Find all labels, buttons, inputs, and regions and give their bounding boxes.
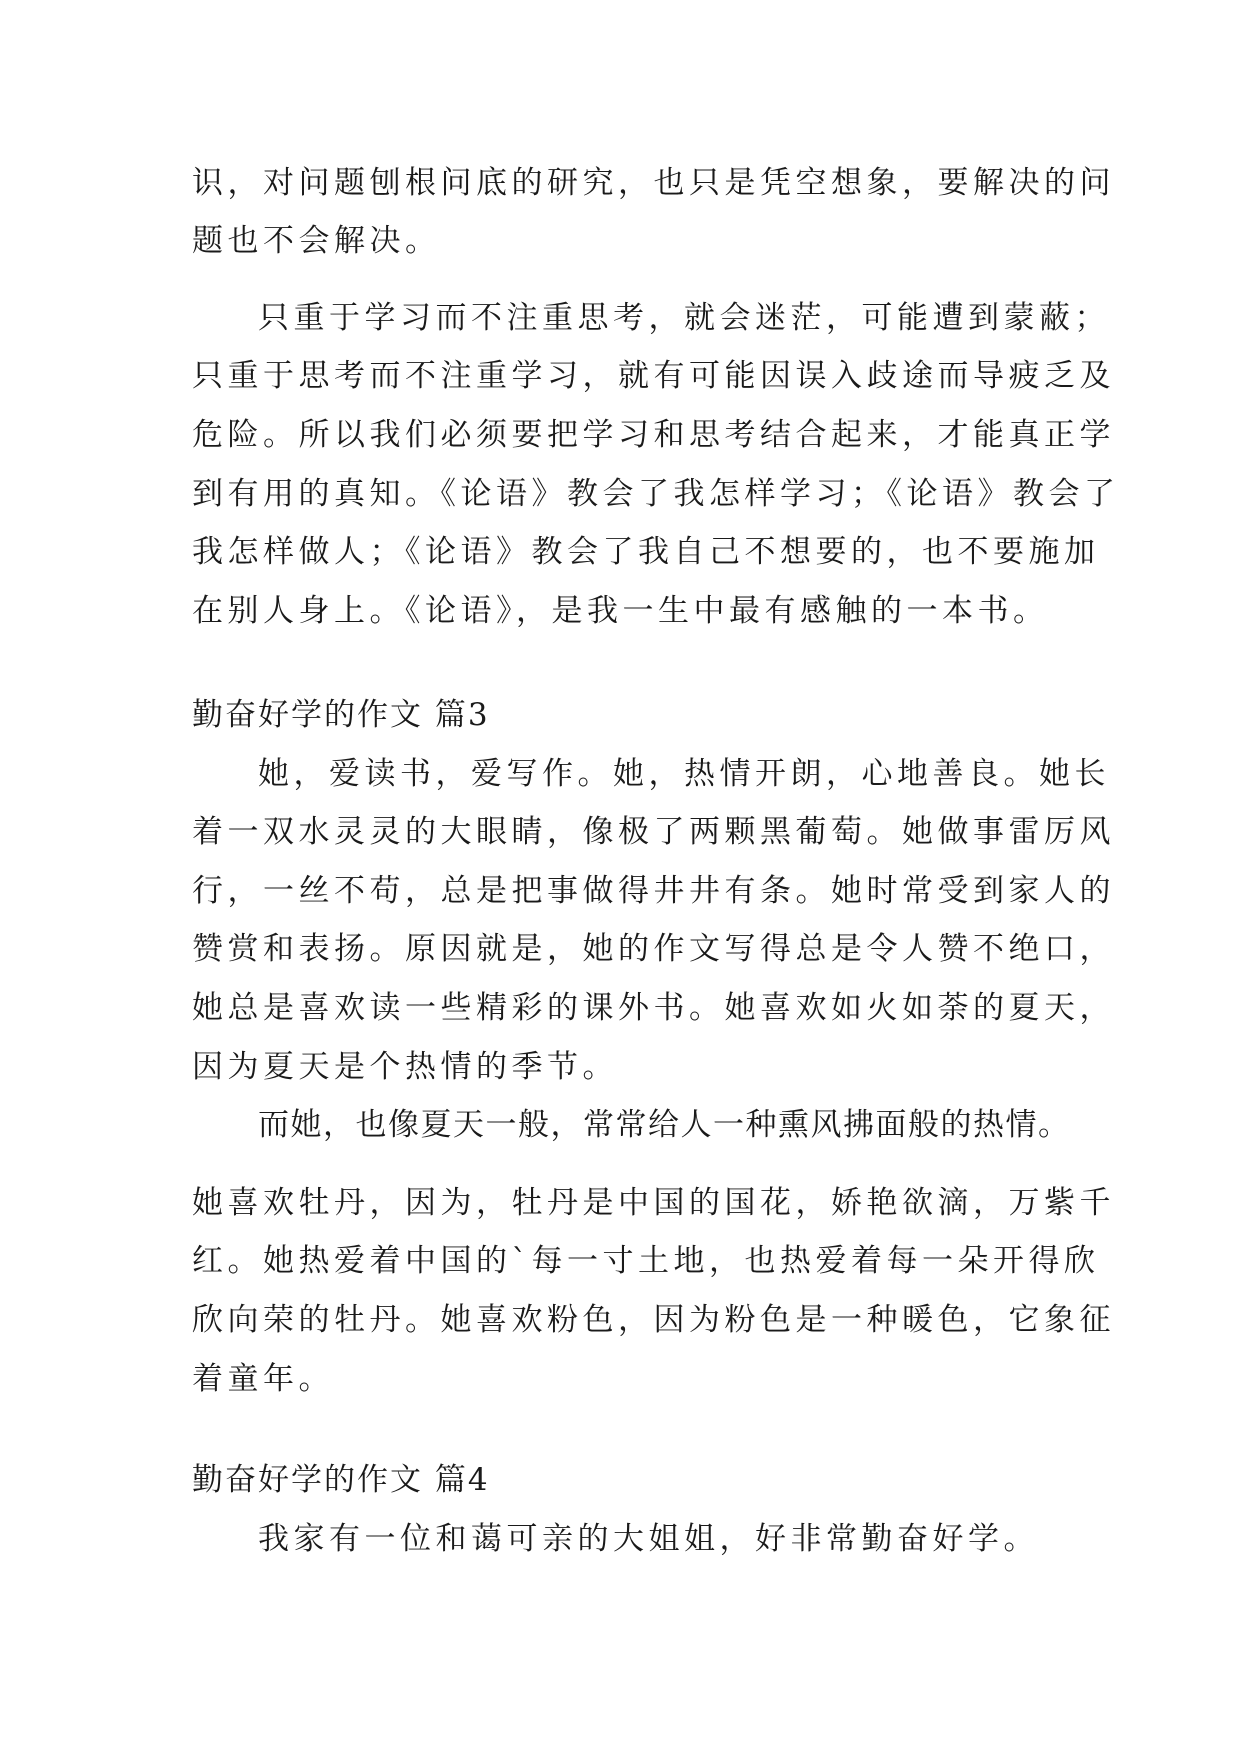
text-line: 欣向荣的牡丹。她喜欢粉色，因为粉色是一种暖色，它象征 <box>192 1302 1115 1338</box>
text-line: 着童年。 <box>192 1361 334 1397</box>
text-line: 识，对问题刨根问底的研究，也只是凭空想象，要解决的问 <box>192 165 1115 201</box>
paragraph-start-line: 而她，也像夏天一般，常常给人一种熏风拂面般的热情。 <box>258 1107 1071 1143</box>
paragraph-start-line: 只重于学习而不注重思考，就会迷茫，可能遭到蒙蔽； <box>258 300 1110 336</box>
section-heading: 勤奋好学的作文 篇3 <box>192 697 490 733</box>
text-line: 在别人身上。《论语》，是我一生中最有感触的一本书。 <box>192 593 1049 629</box>
paragraph-start-line: 我家有一位和蔼可亲的大姐姐，好非常勤奋好学。 <box>258 1521 1039 1557</box>
text-line: 红。她热爱着中国的`每一寸土地，也热爱着每一朵开得欣 <box>192 1243 1100 1279</box>
section-heading: 勤奋好学的作文 篇4 <box>192 1462 490 1498</box>
text-line: 只重于思考而不注重学习，就有可能因误入歧途而导疲乏及 <box>192 358 1115 394</box>
text-line: 危险。所以我们必须要把学习和思考结合起来，才能真正学 <box>192 417 1115 453</box>
text-line: 我怎样做人；《论语》教会了我自己不想要的，也不要施加 <box>192 534 1100 570</box>
text-line: 着一双水灵灵的大眼睛，像极了两颗黑葡萄。她做事雷厉风 <box>192 814 1115 850</box>
paragraph-start-line: 她，爱读书，爱写作。她，热情开朗，心地善良。她长 <box>258 756 1110 792</box>
text-line: 赞赏和表扬。原因就是，她的作文写得总是令人赞不绝口， <box>192 931 1115 967</box>
text-line: 她总是喜欢读一些精彩的课外书。她喜欢如火如荼的夏天， <box>192 990 1115 1026</box>
text-line: 她喜欢牡丹，因为，牡丹是中国的国花，娇艳欲滴，万紫千 <box>192 1185 1115 1221</box>
text-line: 题也不会解决。 <box>192 223 441 259</box>
text-line: 因为夏天是个热情的季节。 <box>192 1049 618 1085</box>
text-line: 行，一丝不苟，总是把事做得井井有条。她时常受到家人的 <box>192 873 1115 909</box>
text-line: 到有用的真知。《论语》教会了我怎样学习；《论语》教会了 <box>192 476 1120 512</box>
